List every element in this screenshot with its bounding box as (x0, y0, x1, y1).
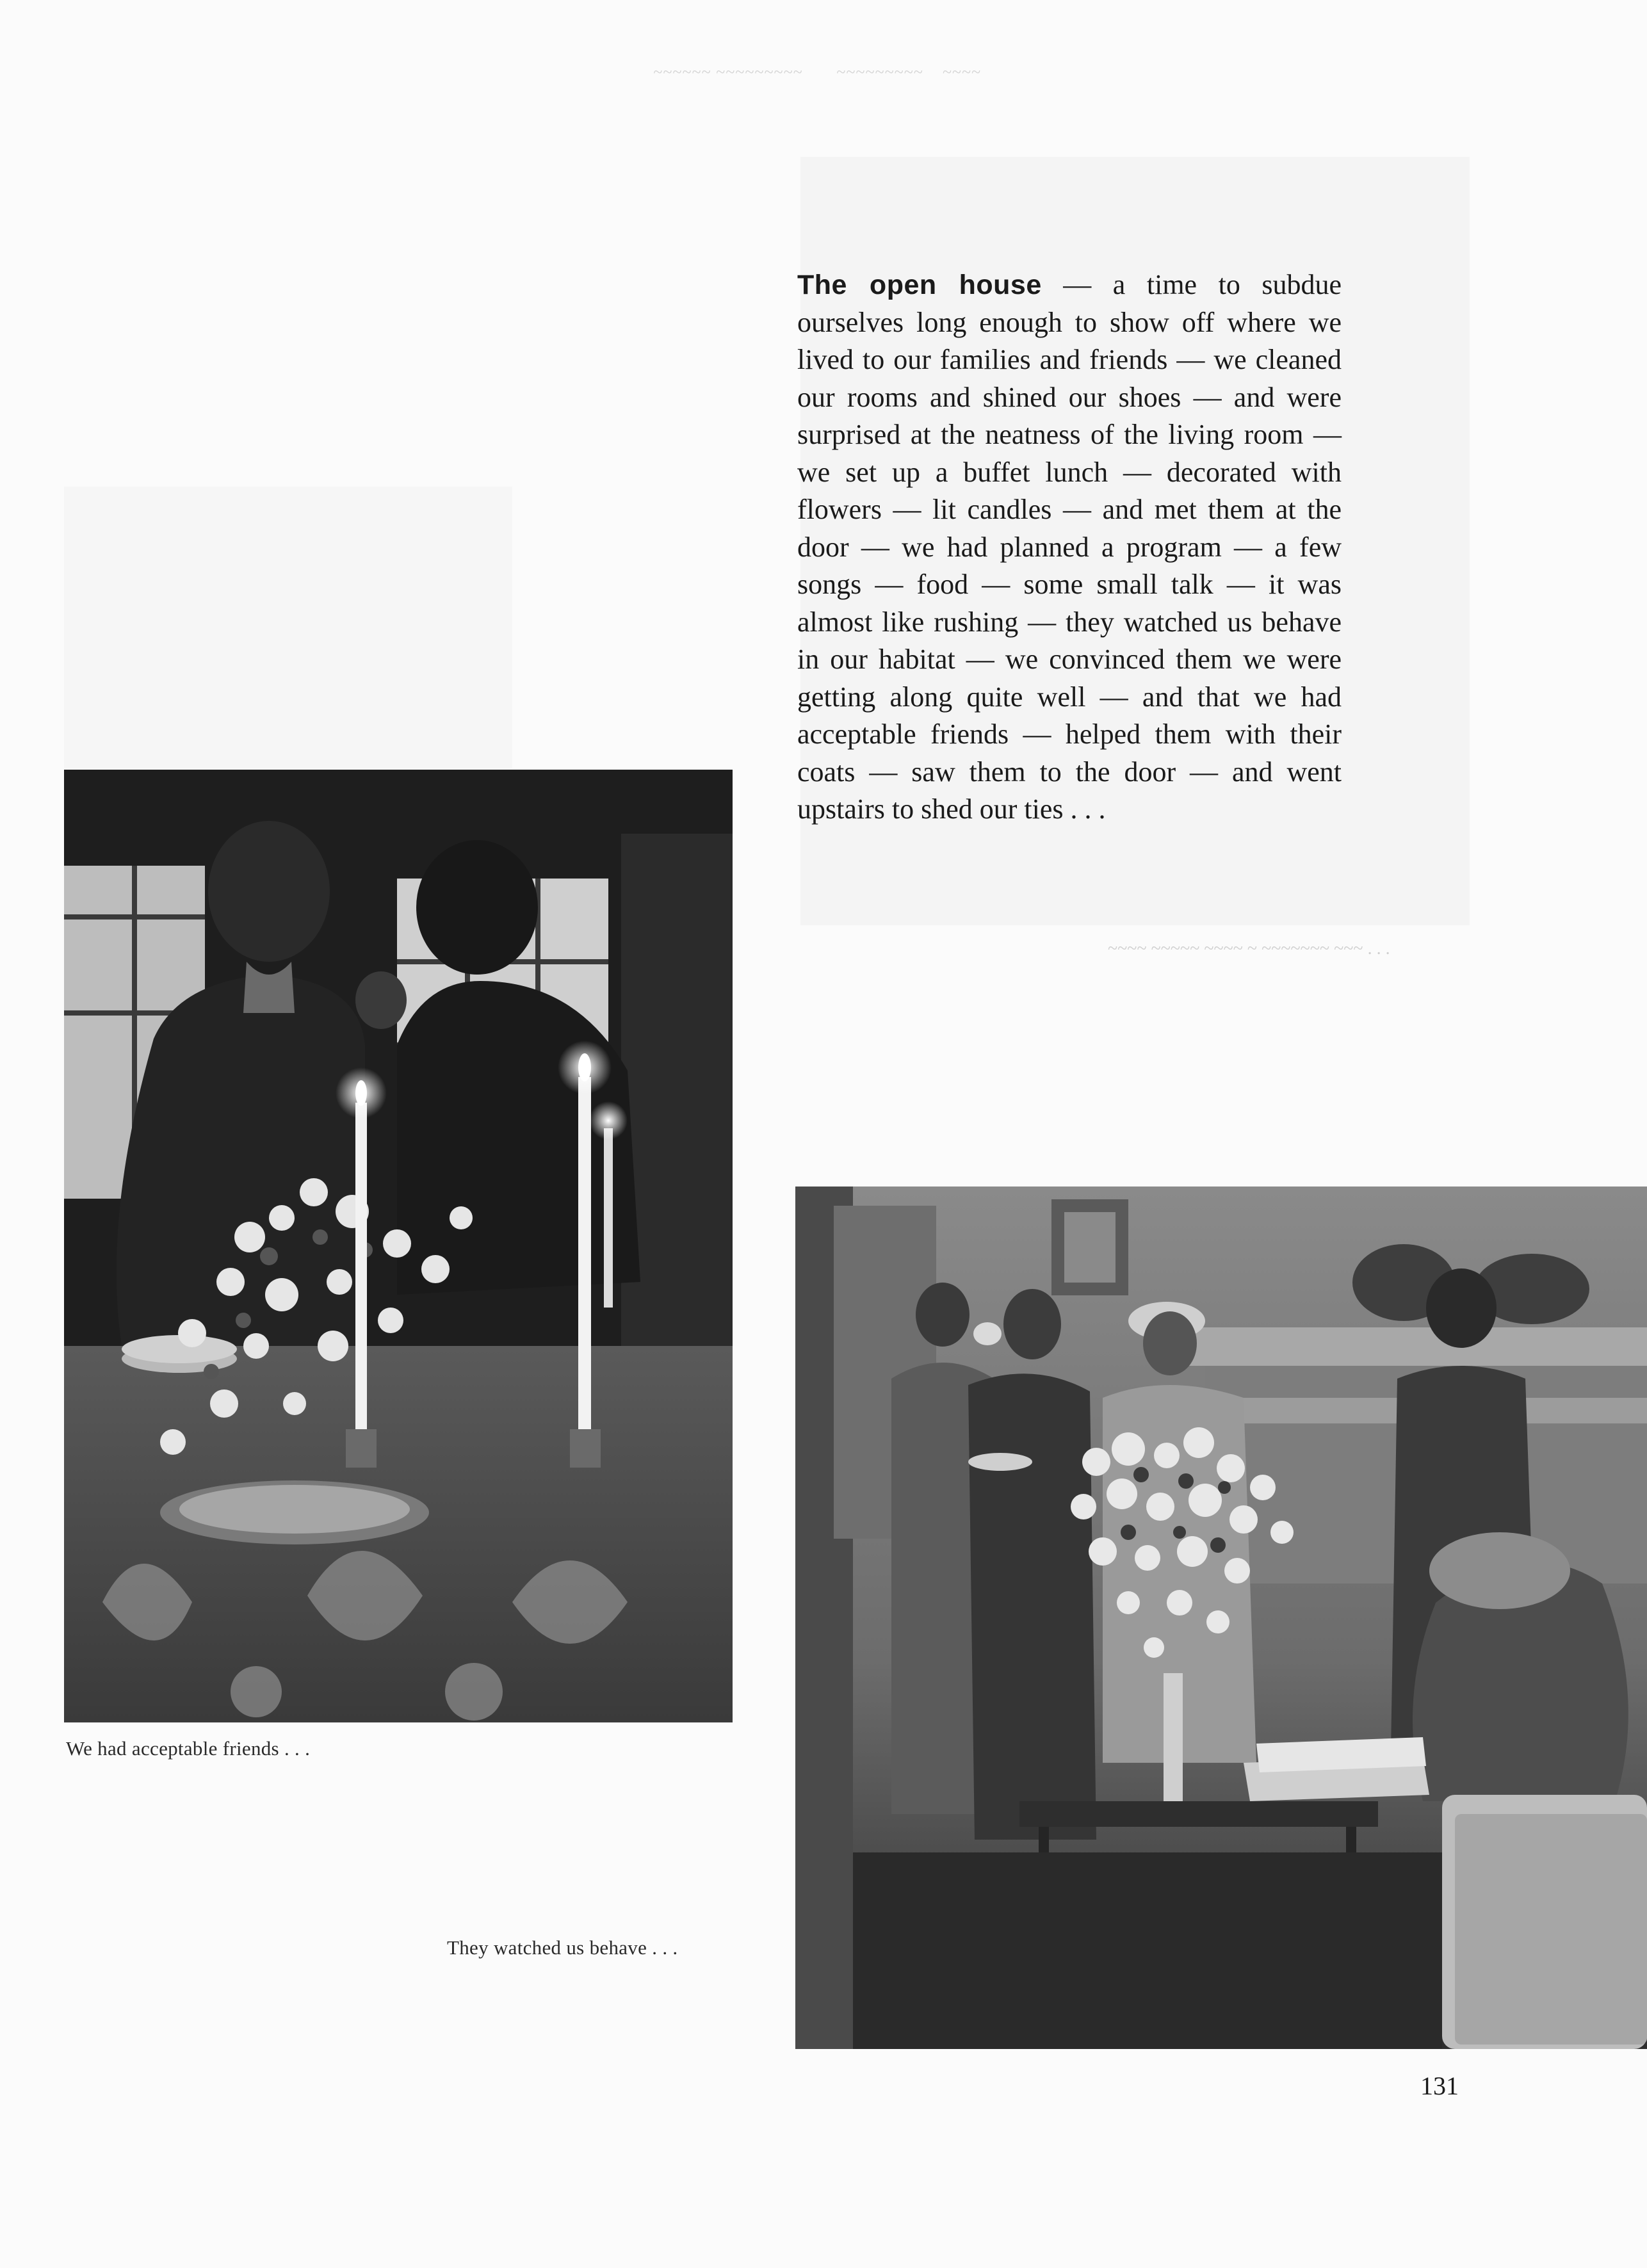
show-through-text: ~~~~~~ ~~~~~~~~~ ~~~~~~~~~ ~~~~ (653, 63, 981, 81)
buffet-table-photo-image (64, 770, 733, 1722)
article-text (797, 266, 1342, 829)
show-through-text: ~~~~ ~~~~~ ~~~~ ~ ~~~~~~~ ~~~ . . . (1108, 939, 1390, 959)
left-photo-caption: We had acceptable friends . . . (66, 1737, 311, 1760)
article-body: — a time to subdue ourselves long enough to show off where we lived to our families and friends — we cleaned our rooms and shined our shoes — and were surprised at the neatness of the living room — we set up a buffet lunch — decorated with flowers — lit candles — and met them at the door — we had planned a program — a few songs — food — some small talk — it was almost like rushing — they watched us behave in our habitat — we convinced them we were getting along quite well — and that we had acceptable friends — helped them with their coats — saw them to the door — and went upstairs to shed our ties . . . (797, 269, 1342, 825)
article-lead: The open house (797, 270, 1042, 300)
page-number: 131 (1420, 2071, 1459, 2100)
buffet-table-photo (64, 770, 733, 1722)
show-through-shadow (64, 487, 512, 768)
living-room-guests-photo-image (795, 1187, 1647, 2049)
right-photo-caption: They watched us behave . . . (447, 1936, 678, 1959)
living-room-guests-photo (795, 1187, 1647, 2049)
